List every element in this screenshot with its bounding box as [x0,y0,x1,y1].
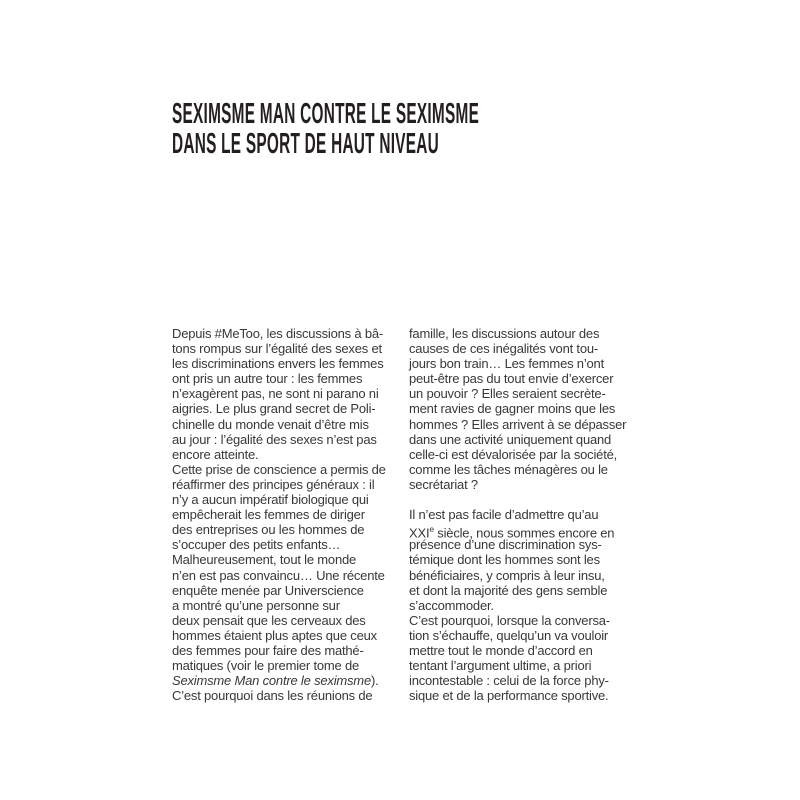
chapter-title [172,99,751,159]
text-segment: les discriminations envers les femmes [172,356,384,372]
text-line [409,492,645,507]
text-segment: témique dont les hommes sont les [409,552,600,568]
text-line [172,583,408,598]
text-segment: un pouvoir ? Elles seraient secrète- [409,386,606,402]
text-column-right [409,326,645,703]
text-segment: bénéficiaires, y compris à leur insu, [409,567,605,583]
text-line [409,341,645,356]
text-column-left [172,326,408,703]
chapter-title-line-2: DANS LE SPORT DE HAUT NIVEAU [172,128,440,160]
text-segment: ment ravies de gagner moins que les [409,401,616,417]
text-line [409,628,645,643]
text-line [409,598,645,613]
text-segment: au jour : l’égalité des sexes n’est pas [172,431,377,447]
text-segment: empêcherait les femmes de diriger [172,507,365,523]
chapter-title-line-1: SEXIMSME MAN CONTRE LE SEXIMSME [172,98,480,130]
text-line [172,462,408,477]
text-line [172,386,408,401]
text-line [172,688,408,703]
text-line [172,326,408,341]
text-segment: matiques (voir le premier tome de [172,658,360,674]
text-line [409,477,645,492]
text-segment: hommes étaient plus aptes que ceux [172,627,377,643]
text-segment: encore atteinte. [172,446,259,462]
text-line [409,688,645,703]
text-line [172,552,408,567]
text-segment: XXI [409,525,430,541]
text-segment: s’occuper des petits enfants… [172,537,341,553]
text-segment: tons rompus sur l’égalité des sexes et [172,341,382,357]
text-segment: C’est pourquoi dans les réunions de [172,688,373,704]
text-line [172,673,408,688]
text-line [409,658,645,673]
text-segment: mettre tout le monde d’accord en [409,642,593,658]
text-segment: jours bon train… Les femmes n’ont [409,356,604,372]
text-line [409,356,645,371]
text-line [409,522,645,541]
text-segment: Depuis #MeToo, les discussions à bâ- [172,326,384,341]
text-segment: hommes ? Elles arrivent à se dépasser [409,416,627,432]
text-segment: deux pensait que les cerveaux des [172,612,366,628]
text-line [172,417,408,432]
text-line [409,613,645,628]
text-line [172,522,408,537]
text-line [409,643,645,658]
text-segment: enquête menée par Universcience [172,582,364,598]
text-line [409,462,645,477]
text-segment: a montré qu’une personne sur [172,597,340,613]
text-line [172,598,408,613]
text-line [172,537,408,552]
text-line [172,658,408,673]
text-segment: siècle, nous sommes encore en [433,525,615,541]
text-segment: C’est pourquoi, lorsque la conversa- [409,612,610,628]
text-segment: Cette prise de conscience a permis de [172,461,386,477]
text-segment: ont pris un autre tour : les femmes [172,371,363,387]
text-segment: dans une activité uniquement quand [409,431,612,447]
text-line [172,568,408,583]
text-line [172,432,408,447]
text-segment: ). [370,673,379,689]
text-segment: tentant l’argument ultime, a priori [409,658,592,674]
text-line [409,371,645,386]
text-segment: incontestable : celui de la force phy- [409,673,609,689]
text-segment: comme les tâches ménagères ou le [409,461,608,477]
text-segment: réaffirmer des principes généraux : il [172,476,375,492]
text-line [172,447,408,462]
text-segment: n’y a aucun impératif biologique qui [172,492,369,508]
text-segment: celle-ci est dévalorisée par la société, [409,446,618,462]
text-line [409,583,645,598]
text-segment: secrétariat ? [409,476,478,492]
text-segment: Il n’est pas facile d’admettre qu’au [409,507,599,523]
text-segment: présence d’une discrimination sys- [409,537,602,553]
text-line [172,477,408,492]
text-segment: chinelle du monde venait d’être mis [172,416,369,432]
text-segment: des femmes pour faire des mathé- [172,642,364,658]
text-line [172,401,408,416]
text-segment: n’en est pas convaincu… Une récente [172,567,385,583]
text-segment: tion s’échauffe, quelqu’un va vouloir [409,627,609,643]
text-segment: Seximsme Man contre le seximsme [172,673,371,689]
text-segment: Malheureusement, tout le monde [172,552,357,568]
text-line [409,326,645,341]
text-line [409,386,645,401]
text-line [172,356,408,371]
text-segment: et dont la majorité des gens semble [409,582,608,598]
text-line [409,401,645,416]
text-segment: causes de ces inégalités vont tou- [409,341,599,357]
text-line [409,447,645,462]
text-line [409,432,645,447]
text-line [409,568,645,583]
text-segment: n’exagèrent pas, ne sont ni parano ni [172,386,379,402]
text-line [409,552,645,567]
text-line [172,628,408,643]
text-line [172,507,408,522]
text-line [409,417,645,432]
text-line [172,341,408,356]
text-segment: s’accommoder. [409,597,494,613]
text-line [409,673,645,688]
text-segment: sique et de la performance sportive. [409,688,609,704]
text-segment: des entreprises ou les hommes de [172,522,365,538]
text-line [172,643,408,658]
text-segment: famille, les discussions autour des [409,326,600,341]
text-line [172,613,408,628]
text-segment: aigries. Le plus grand secret de Poli- [172,401,376,417]
text-line [172,371,408,386]
text-segment: peut-être pas du tout envie d’exercer [409,371,614,387]
text-line [409,507,645,522]
text-segment: e [429,524,434,535]
text-line [172,492,408,507]
